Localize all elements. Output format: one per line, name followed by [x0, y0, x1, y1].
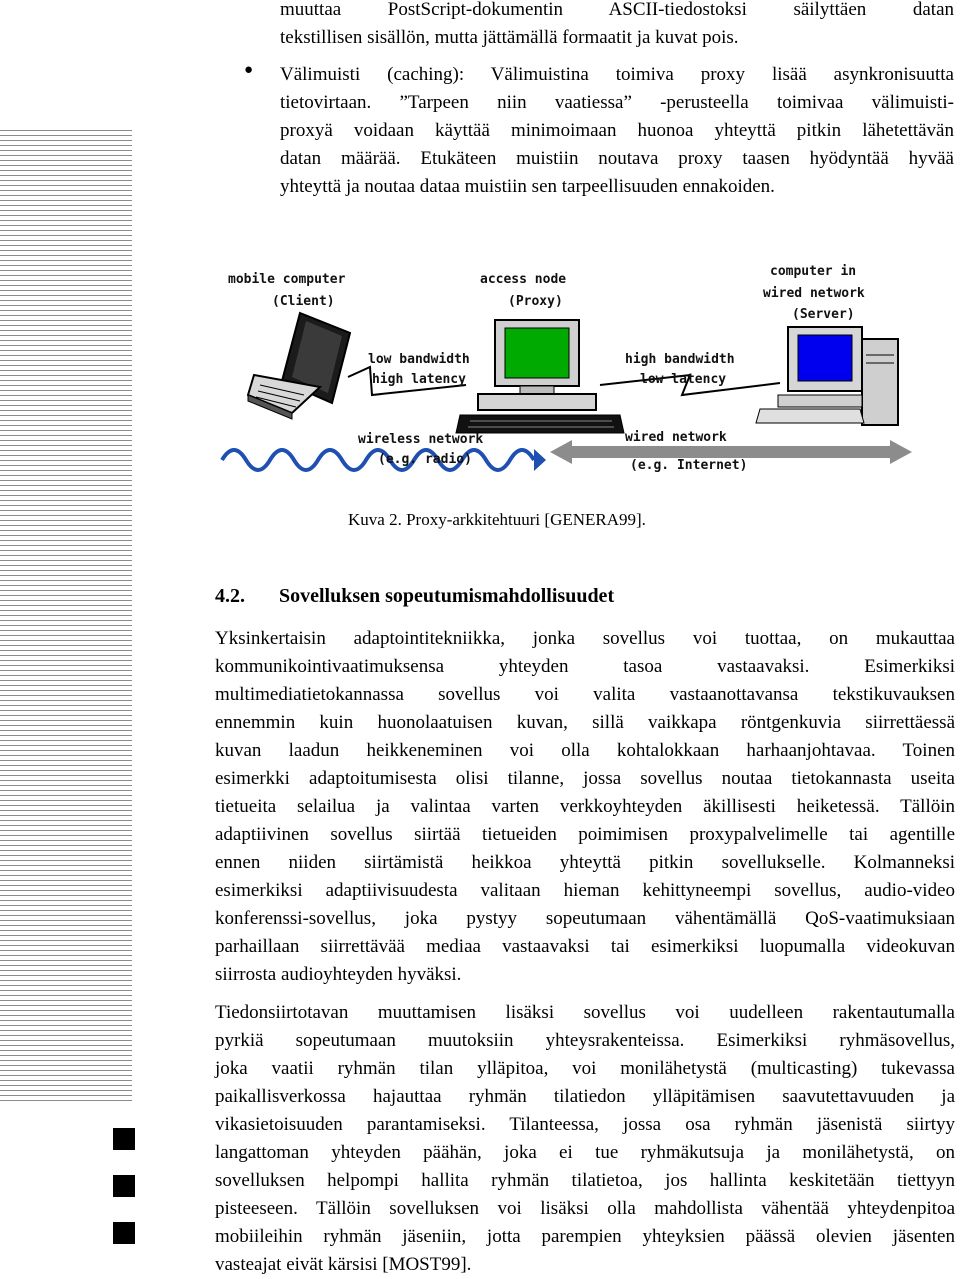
text-line: esimerkiksi adaptiivisuudesta valitaan hieman kehittyneempi sovellus, audio-video: [215, 880, 955, 901]
proxy-architecture-figure: [220, 255, 920, 480]
margin-square-marker: [113, 1222, 135, 1244]
text-line: Yksinkertaisin adaptointitekniikka, jonka sovellus voi tuottaa, on mukauttaa: [215, 628, 955, 649]
left-link-line: low bandwidth: [368, 352, 470, 367]
text-line: datan määrää. Etukäteen muistiin noutava proxy taasen hyödyntää hyvää: [280, 148, 954, 169]
text-line: multimediatietokannassa sovellus voi valita vastaanottavansa tekstikuvauksen: [215, 684, 955, 705]
text-line: muuttaa PostScript-dokumentin ASCII-tiedostoksi säilyttäen datan: [280, 0, 954, 20]
text-line: tietueita selailua ja valintaa varten verkkoyhteyden äkillisesti heiketessä. Tällöin: [215, 796, 955, 817]
text-line: tietovirtaan. ”Tarpeen niin vaatiessa” -perusteella toimivaa välimuisti-: [280, 92, 954, 113]
text-line: sovelluksen helpompi hallita ryhmän tilatietoa, jos hallinta keskitetään tiettyyn: [215, 1170, 955, 1191]
proxy-label-line: (Proxy): [508, 294, 563, 309]
text-line: kuvan laadun heikkeneminen voi olla kohtalokkaan harhaanjohtavaa. Toinen: [215, 740, 955, 761]
text-line: yhteyttä ja noutaa dataa muistiin sen tarpeellisuuden ennakoiden.: [280, 176, 775, 197]
text-line: vasteajat eivät kärsisi [MOST99].: [215, 1254, 472, 1275]
server-label-line: computer in: [770, 264, 857, 279]
text-line: pisteeseen. Tällöin sovelluksen voi lisäksi olla mahdollista vähentää yhteydenpitoa: [215, 1198, 955, 1219]
text-line: paikallisverkossa hajauttaa ryhmän tilatiedon ylläpitämisen saavutettavuuden ja: [215, 1086, 955, 1107]
section-number: 4.2.: [215, 585, 245, 607]
body-paragraph: [215, 625, 955, 989]
client-label-line: mobile computer: [228, 272, 346, 287]
section-title: Sovelluksen sopeutumismahdollisuudet: [279, 585, 615, 607]
text-line: siirrosta audioyhteyden hyväksi.: [215, 964, 462, 985]
text-line: tekstillisen sisällön, mutta jättämällä formaatit ja kuvat pois.: [280, 27, 739, 48]
text-line: mobiileihin ryhmän jäseniin, jotta parempien yhteyksien päässä olevien jäsenten: [215, 1226, 955, 1247]
bullet-dot-icon: ●: [244, 62, 254, 78]
text-line: konferenssi-sovellus, joka pystyy sopeutumaan vähentämällä QoS-vaatimuksiaan: [215, 908, 955, 929]
text-line: Välimuisti (caching): Välimuistina toimiva proxy lisää asynkronisuutta: [280, 64, 954, 85]
text-line: Tiedonsiirtotavan muuttamisen lisäksi sovellus voi uudelleen rakentautumalla: [215, 1002, 955, 1023]
right-link-line: low latency: [640, 372, 727, 387]
top-paragraph: [280, 0, 954, 52]
left-link-line: high latency: [372, 372, 466, 387]
text-line: vikasietoisuuden parantamiseksi. Tilanteessa, jossa osa ryhmän jäsenistä siirtyy: [215, 1114, 955, 1135]
wireless-label-line: wireless network: [358, 432, 484, 447]
wave-arrowhead: [534, 449, 546, 471]
body-paragraph: [215, 999, 955, 1279]
text-line: parhaillaan siirrettävää mediaa vastaavaksi tai esimerkiksi luopumalla videokuvan: [215, 936, 955, 957]
wired-label-line: (e.g. Internet): [630, 458, 748, 473]
client-label-line: (Client): [272, 294, 335, 309]
text-line: pyrkiä sopeutumaan muutoksiin yhteysrakenteissa. Esimerkiksi ryhmäsovellus,: [215, 1030, 955, 1051]
proxy-label-line: access node: [480, 272, 567, 287]
text-line: proxyä voidaan käyttää minimoimaan huonoa yhteyttä pitkin lähetettävän: [280, 120, 954, 141]
text-line: ennemmin kuin huonolaatuisen kuvan, sillä vaikkapa röntgenkuvia siirrettäessä: [215, 712, 955, 733]
text-line: kommunikointivaatimuksensa yhteyden tasoa vastaavaksi. Esimerkiksi: [215, 656, 955, 677]
bullet-item: [280, 61, 954, 201]
margin-square-marker: [113, 1128, 135, 1150]
wired-label-line: wired network: [625, 430, 727, 445]
text-line: adaptiivinen sovellus siirtää tietueiden poimimisen proxypalvelimelle tai agentille: [215, 824, 955, 845]
text-line: joka vaatii ryhmän tilan ylläpitoa, voi monilähetystä (multicasting) tukevassa: [215, 1058, 955, 1079]
right-link-line: high bandwidth: [625, 352, 735, 367]
desktop-computer-icon: [456, 320, 624, 433]
section-heading: [215, 585, 614, 608]
text-line: langattoman yhteyden päähän, joka ei tue ryhmäkutsuja ja monilähetystä, on: [215, 1142, 955, 1163]
text-line: esimerkki adaptoitumisesta olisi tilanne, jossa sovellus noutaa tietokannasta useita: [215, 768, 955, 789]
margin-stripes: [0, 130, 132, 1102]
server-label-line: (Server): [792, 307, 855, 322]
server-label-line: wired network: [763, 286, 865, 301]
laptop-icon: [248, 313, 350, 419]
figure-caption: Kuva 2. Proxy-arkkitehtuuri [GENERA99].: [348, 510, 646, 529]
server-computer-icon: [756, 327, 898, 425]
margin-square-marker: [113, 1175, 135, 1197]
text-line: ennen niiden siirtämistä heikkoa yhteyttä pitkin sovellukselle. Kolmanneksi: [215, 852, 955, 873]
wireless-label-line: (e.g. radio): [378, 452, 472, 467]
